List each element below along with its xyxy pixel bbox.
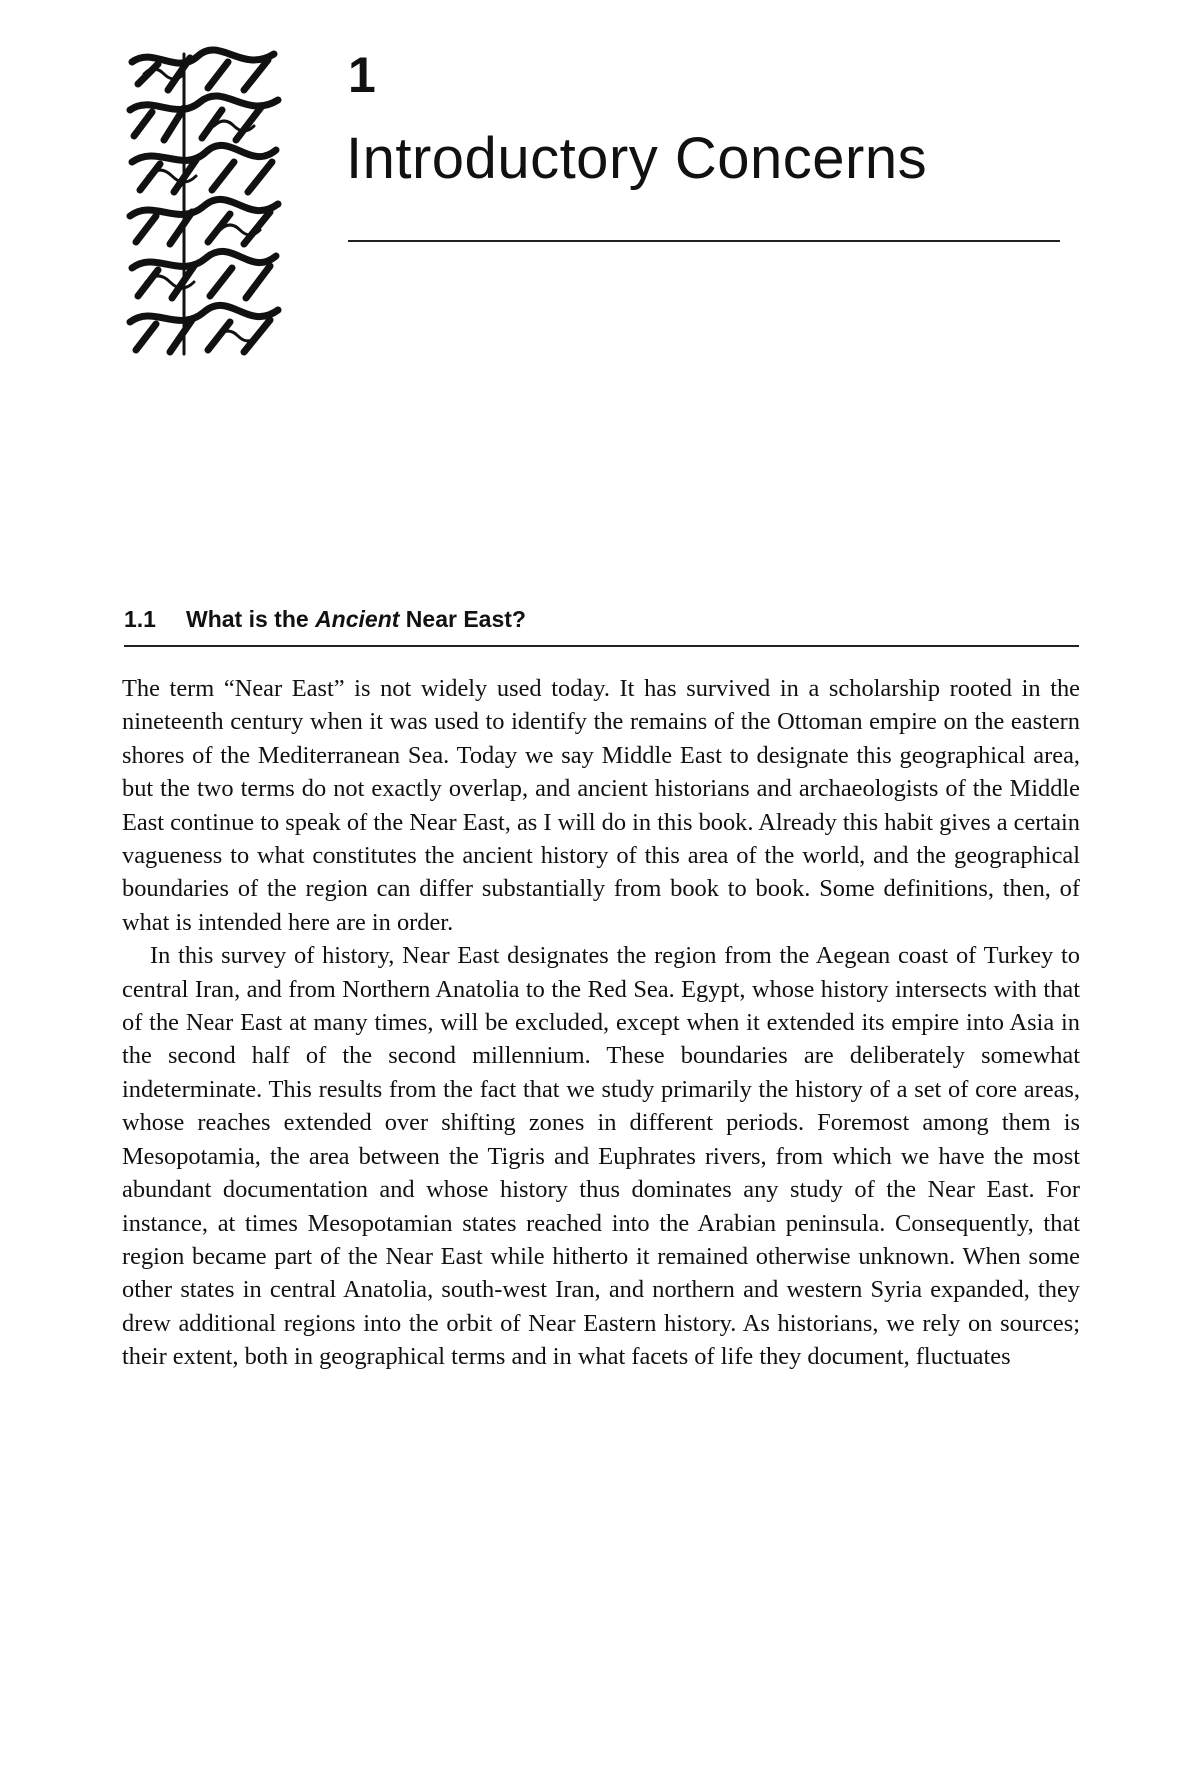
paragraph-1: The term “Near East” is not widely used today. It has survived in a scholarship rooted in the nineteenth century when it was used to identify the remains of the Ottoman empire on the eastern shores of the Mediterranean Sea. Today we say Middle East to designate this geographical area, but the two terms do not exactly overlap, and ancient historians and archaeologists of the Middle East continue to speak of the Near East, as I will do in this book. Already this habit gives a certain vagueness to what constitutes the ancient history of this area of the world, and the geographical boundaries of the region can differ substantially from book to book. Some definitions, then, of what is intended here are in order. — [122, 675, 1080, 936]
chapter-ornament — [124, 44, 284, 364]
paragraph-2: In this survey of history, Near East designates the region from the Aegean coast of Turkey to central Iran, and from Northern Anatolia to the Red Sea. Egypt, whose history intersects with that of the Near East at many times, will be excluded, except when it extended its empire into Asia in the second half of the second millennium. These boundaries are deliberately somewhat indeterminate. This results from the fact that we study primarily the history of a set of core areas, whose reaches extended over shifting zones in different periods. Foremost among them is Mesopotamia, the area between the Tigris and Euphrates rivers, from which we have the most abundant documentation and whose history thus dominates any study of the Near East. For instance, at times Mesopotamian states reached into the Arabian peninsula. Consequently, that region became part of the Near East while hitherto it remained otherwise unknown. When some other states in central Anatolia, south-west Iran, and northern and western Syria expanded, they drew additional regions into the orbit of Near Eastern history. As historians, we rely on sources; their extent, both in geographical terms and in what facets of life they document, fluctuates — [122, 942, 1080, 1371]
body-text — [122, 672, 1080, 1374]
section-number: 1.1 — [124, 606, 156, 632]
chapter-title: Introductory Concerns — [346, 126, 928, 191]
section-title-italic: Ancient — [315, 606, 400, 632]
section-rule — [124, 645, 1079, 647]
section-heading — [124, 608, 526, 631]
section-title-end: Near East? — [399, 606, 526, 632]
section-title-start: What is the — [186, 606, 316, 632]
chapter-number: 1 — [348, 47, 376, 103]
calligraphy-ornament-icon — [124, 44, 284, 364]
section-title — [186, 606, 526, 632]
chapter-title-rule — [348, 240, 1060, 242]
